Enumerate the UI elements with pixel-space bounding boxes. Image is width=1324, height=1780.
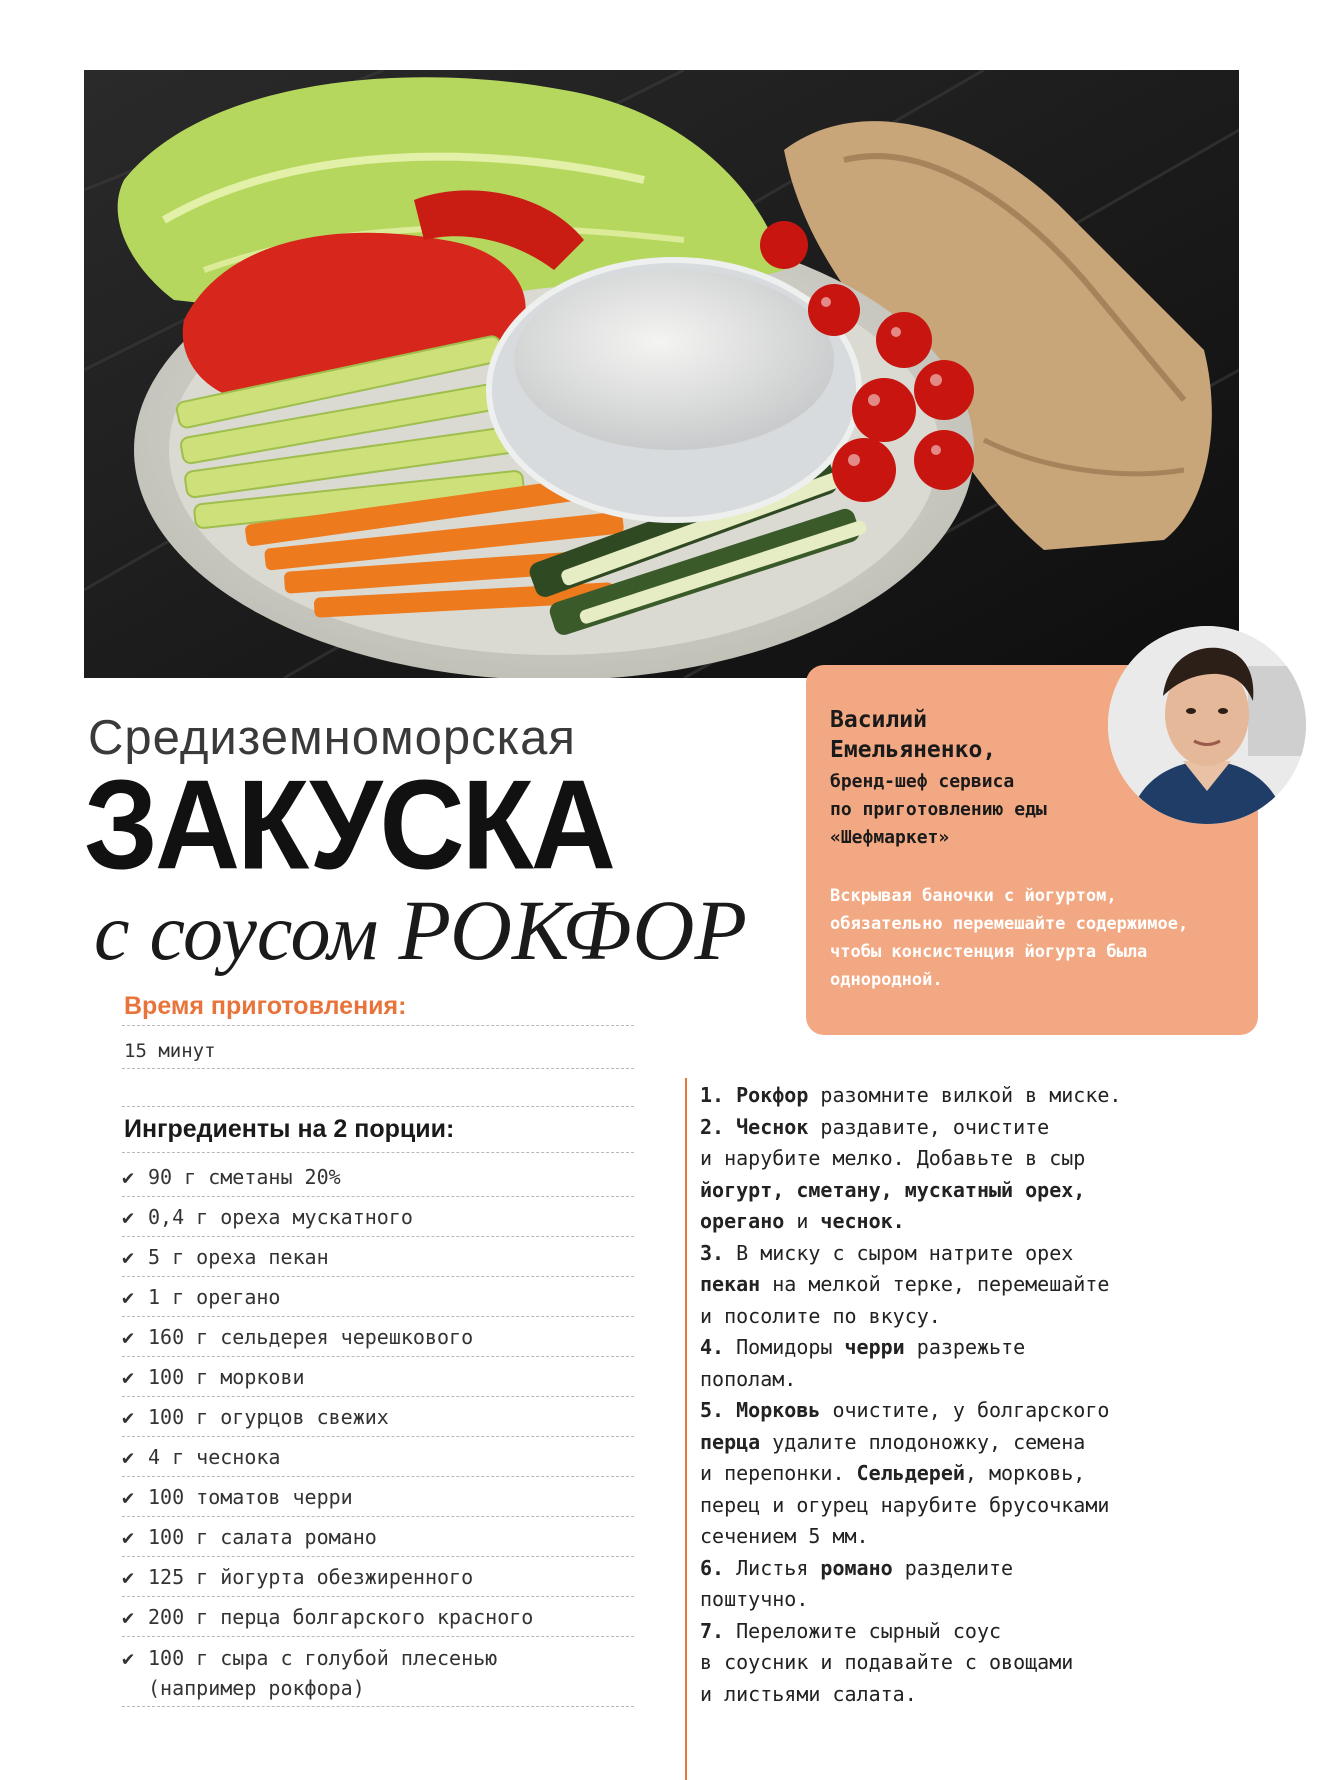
step-text: Помидоры <box>724 1335 845 1359</box>
chef-name <box>830 705 996 765</box>
checkmark-icon: ✔ <box>122 1485 135 1509</box>
step-number: 3. <box>700 1240 725 1265</box>
step-bold: чеснок. <box>820 1209 905 1233</box>
checkmark-icon: ✔ <box>122 1405 135 1429</box>
chef-name-last: Емельяненко, <box>830 737 997 763</box>
list-item <box>122 1237 634 1277</box>
cooking-time-value: 15 минут <box>124 1040 216 1062</box>
divider <box>122 1106 634 1107</box>
ingredient-text: 100 томатов черри <box>148 1485 353 1509</box>
ingredient-text-line-1: 100 г сыра с голубой плесенью <box>148 1646 498 1670</box>
list-item <box>122 1197 634 1237</box>
list-item <box>122 1477 634 1517</box>
step-6 <box>700 1553 1220 1616</box>
step-text: сечением 5 мм. <box>700 1524 869 1548</box>
ingredient-text: 100 г салата романо <box>148 1525 377 1549</box>
ingredient-text-line-2: (например рокфора) <box>148 1676 365 1700</box>
ingredients-label: Ингредиенты на 2 порции: <box>124 1115 455 1143</box>
step-number: 1. <box>700 1083 725 1107</box>
step-number: 5. <box>700 1398 725 1422</box>
step-bold: черри <box>844 1335 905 1359</box>
checkmark-icon: ✔ <box>122 1285 135 1309</box>
step-text: удалите плодоножку, семена <box>760 1429 1086 1454</box>
ingredient-text: 125 г йогурта обезжиренного <box>148 1565 474 1589</box>
step-text: поштучно. <box>700 1587 809 1611</box>
chef-role-line-3: «Шефмаркет» <box>830 827 950 848</box>
ingredient-text: 100 г моркови <box>148 1365 305 1389</box>
title-line-1: Средиземноморская <box>88 711 576 765</box>
divider <box>122 1025 634 1026</box>
checkmark-icon: ✔ <box>122 1565 135 1589</box>
divider <box>122 1152 634 1153</box>
checkmark-icon: ✔ <box>122 1205 135 1229</box>
cooking-time-label: Время приготовления: <box>124 992 407 1020</box>
chef-name-first: Василий <box>830 707 927 733</box>
title-line-3a: с соусом <box>94 889 399 977</box>
ingredient-text: 5 г ореха пекан <box>148 1245 329 1269</box>
step-bold: орегано <box>700 1209 785 1233</box>
step-text: очистите, у болгарского <box>820 1398 1110 1422</box>
list-item <box>122 1397 634 1437</box>
step-text: на мелкой терке, перемешайте <box>760 1272 1110 1296</box>
checkmark-icon: ✔ <box>122 1325 135 1349</box>
step-4 <box>700 1332 1220 1395</box>
ingredient-text: 200 г перца болгарского красного <box>148 1605 534 1629</box>
list-item <box>122 1157 634 1197</box>
step-text: и <box>784 1209 821 1233</box>
title-line-2: ЗАКУСКА <box>84 754 613 897</box>
steps-column-rule <box>685 1078 687 1780</box>
ingredient-text: 4 г чеснока <box>148 1445 281 1469</box>
checkmark-icon: ✔ <box>122 1165 135 1189</box>
step-bold: романо <box>820 1555 893 1580</box>
step-text: раздавите, очистите <box>808 1114 1050 1139</box>
step-text: разрежьте <box>904 1335 1026 1359</box>
step-text: разомните вилкой в миске. <box>808 1083 1122 1107</box>
recipe-steps <box>700 1080 1220 1710</box>
list-item <box>122 1357 634 1397</box>
step-bold: Сельдерей <box>856 1461 965 1485</box>
chef-tip: Вскрывая баночки с йогуртом, обязательно перемешайте содержимое, чтобы консистенция йогурта была однородной. <box>830 886 1189 990</box>
step-bold: Рокфор <box>736 1083 809 1107</box>
step-number: 6. <box>700 1555 725 1580</box>
chef-role-line-2: по приготовлению еды <box>830 799 1047 820</box>
step-text: В миску с сыром натрите орех <box>724 1240 1074 1265</box>
step-3 <box>700 1238 1220 1333</box>
step-bold: перца <box>700 1429 761 1454</box>
step-7 <box>700 1616 1220 1711</box>
chef-avatar <box>1108 626 1306 824</box>
divider <box>122 1068 634 1069</box>
step-text: и нарубите мелко. Добавьте в сыр <box>700 1146 1086 1170</box>
list-item <box>122 1437 634 1477</box>
title-line-3 <box>94 880 747 980</box>
checkmark-icon: ✔ <box>122 1646 135 1670</box>
hero-photo-vegetable-platter <box>84 70 1239 678</box>
step-text: разделите <box>892 1555 1014 1580</box>
step-text: , морковь, <box>964 1461 1086 1485</box>
ingredient-text: 1 г орегано <box>148 1285 281 1309</box>
step-bold: Морковь <box>736 1398 821 1422</box>
step-2 <box>700 1112 1220 1238</box>
ingredients-list <box>122 1157 634 1707</box>
step-bold: Чеснок <box>736 1114 809 1139</box>
step-1 <box>700 1080 1220 1112</box>
step-text: пополам. <box>700 1366 797 1391</box>
step-bold: йогурт, сметану, мускатный орех, <box>700 1177 1086 1202</box>
checkmark-icon: ✔ <box>122 1605 135 1629</box>
chef-role <box>830 768 1047 852</box>
checkmark-icon: ✔ <box>122 1445 135 1469</box>
step-text: и перепонки. <box>700 1461 857 1485</box>
chef-role-line-1: бренд-шеф сервиса <box>830 771 1015 792</box>
list-item <box>122 1317 634 1357</box>
step-bold: пекан <box>700 1272 761 1296</box>
checkmark-icon: ✔ <box>122 1245 135 1269</box>
step-text: Листья <box>724 1555 821 1580</box>
list-item <box>122 1277 634 1317</box>
step-text: и посолите по вкусу. <box>700 1303 941 1328</box>
ingredient-text: 100 г огурцов свежих <box>148 1405 389 1429</box>
list-item <box>122 1597 634 1637</box>
checkmark-icon: ✔ <box>122 1525 135 1549</box>
step-number: 4. <box>700 1335 725 1359</box>
step-text: и листьями салата. <box>700 1681 917 1706</box>
checkmark-icon: ✔ <box>122 1365 135 1389</box>
step-text: перец и огурец нарубите брусочками <box>700 1492 1110 1517</box>
ingredient-text: 90 г сметаны 20% <box>148 1165 341 1189</box>
list-item <box>122 1637 634 1707</box>
ingredient-text: 160 г сельдерея черешкового <box>148 1325 474 1349</box>
step-5 <box>700 1395 1220 1553</box>
list-item <box>122 1557 634 1597</box>
step-number: 2. <box>700 1114 725 1139</box>
ingredient-text: 0,4 г ореха мускатного <box>148 1205 413 1229</box>
list-item <box>122 1517 634 1557</box>
step-text: в соусник и подавайте с овощами <box>700 1650 1074 1674</box>
title-line-3b: РОКФОР <box>398 882 748 978</box>
step-number: 7. <box>700 1618 725 1643</box>
step-text: Переложите сырный соус <box>724 1618 1002 1643</box>
